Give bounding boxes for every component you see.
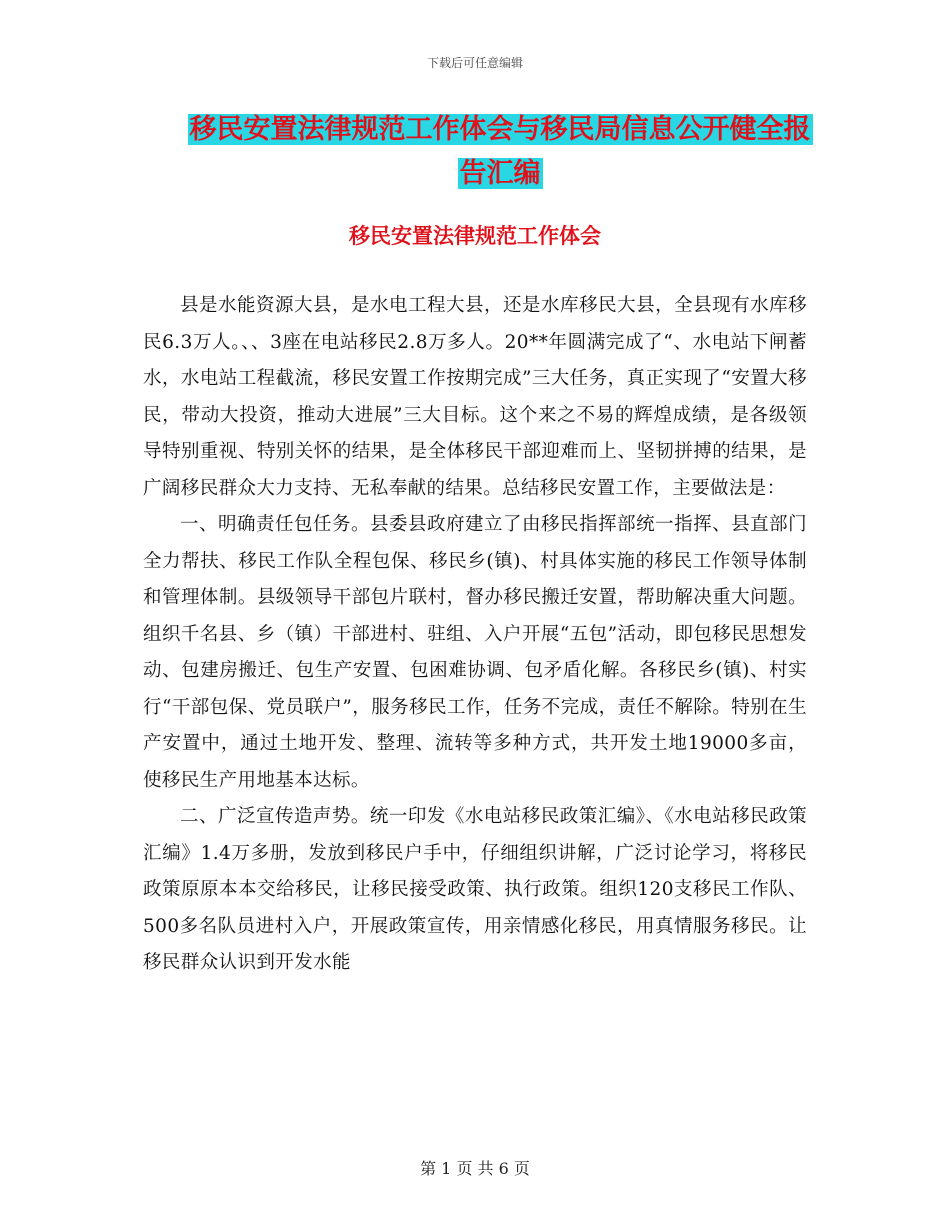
- page-number: 第 1 页 共 6 页: [420, 1159, 530, 1178]
- paragraph-intro: 县是水能资源大县，是水电工程大县，还是水库移民大县，全县现有水库移民6.3万人。、、3座在电站移民2.8万多人。20**年圆满完成了“、水电站下闸蓄水，水电站工程截流，移民安置工作按期完成”三大任务，真正实现了“安置大移民，带动大投资，推动大进展”三大目标。这个来之不易的辉煌成绩，是各级领导特别重视、特别关怀的结果，是全体移民干部迎难而上、坚韧拼搏的结果，是广阔移民群众大力支持、无私奉献的结果。总结移民安置工作，主要做法是：: [143, 295, 807, 499]
- document-title: [150, 108, 850, 196]
- paragraph-responsibility: 一、明确责任包任务。县委县政府建立了由移民指挥部统一指挥、县直部门全力帮扶、移民工作队全程包保、移民乡(镇)、村具体实施的移民工作领导体制和管理体制。县级领导干部包片联村，督办移民搬迁安置，帮助解决重大问题。组织千名县、乡（镇）干部进村、驻组、入户开展“五包”活动，即包移民思想发动、包建房搬迁、包生产安置、包困难协调、包矛盾化解。各移民乡(镇)、村实行“干部包保、党员联户”，服务移民工作，任务不完成，责任不解除。特别在生产安置中，通过土地开发、整理、流转等多种方式，共开发土地19000多亩，使移民生产用地基本达标。: [143, 514, 807, 791]
- document-title-line1: 移民安置法律规范工作体会与移民局信息公开健全报: [189, 114, 811, 145]
- paragraph-publicity: 二、广泛宣传造声势。统一印发《水电站移民政策汇编》、《水电站移民政策汇编》1.4万多册，发放到移民户手中，仔细组织讲解，广泛讨论学习，将移民政策原原本本交给移民，让移民接受政策、执行政策。组织120支移民工作队、500多名队员进村入户，开展政策宣传，用亲情感化移民，用真情服务移民。让移民群众认识到开发水能: [143, 806, 807, 973]
- document-body: [143, 288, 807, 982]
- header-note: 下载后可任意编辑: [426, 56, 523, 70]
- section-title: 移民安置法律规范工作体会: [349, 224, 601, 248]
- document-title-line2: 告汇编: [459, 158, 541, 189]
